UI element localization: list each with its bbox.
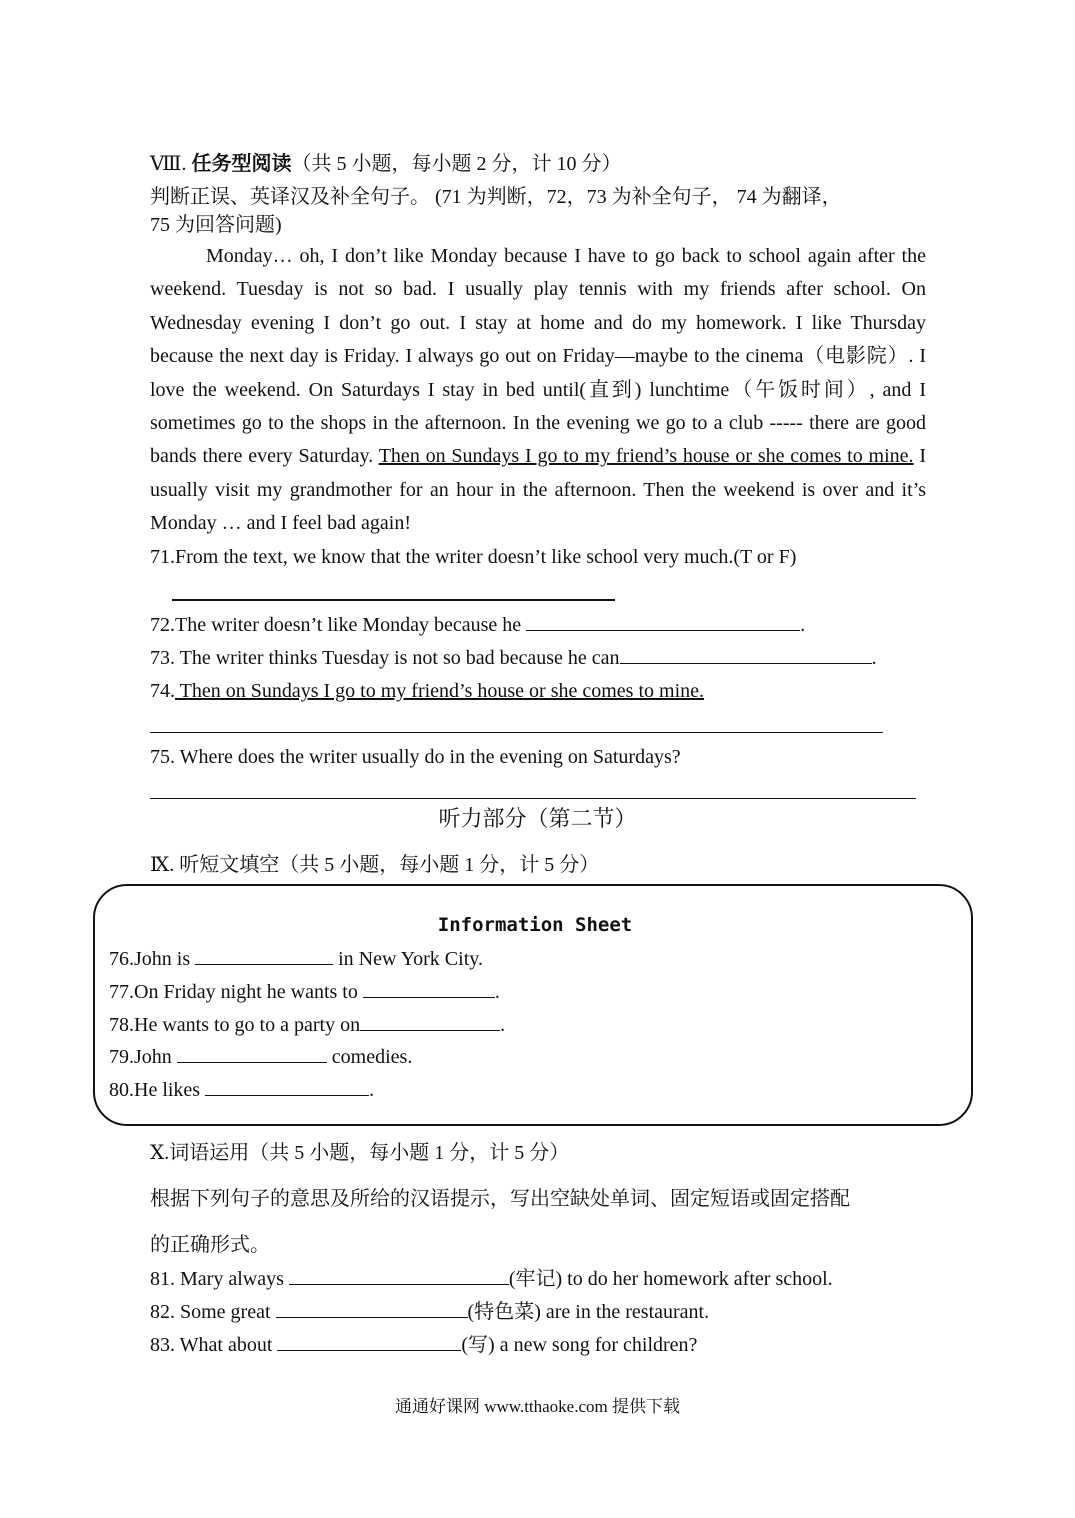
- passage-underlined-sentence: Then on Sundays I go to my friend’s house or she comes to mine.: [378, 445, 914, 468]
- question-80: [109, 1077, 374, 1102]
- answer-line-74[interactable]: [150, 732, 883, 733]
- question-72: [150, 612, 805, 637]
- question-81-text: 81. Mary always: [150, 1268, 289, 1290]
- question-79-tail: comedies.: [326, 1046, 413, 1068]
- question-79: [109, 1044, 412, 1069]
- question-79-text: 79.John: [109, 1046, 172, 1068]
- answer-blank-81[interactable]: [289, 1266, 509, 1285]
- question-81: [150, 1266, 833, 1291]
- question-77-text: 77.On Friday night he wants to: [109, 981, 358, 1003]
- question-76-tail: in New York City.: [333, 948, 483, 970]
- answer-blank-77[interactable]: [363, 979, 495, 998]
- answer-blank-79[interactable]: [177, 1044, 327, 1063]
- question-78-text: 78.He wants to go to a party on: [109, 1014, 361, 1036]
- answer-blank-76[interactable]: [195, 946, 333, 965]
- question-72-period: .: [800, 614, 806, 636]
- section-10-heading: Ⅹ.词语运用（共 5 小题，每小题 1 分，计 5 分）: [150, 1142, 570, 1164]
- section-8-score: （共 5 小题，每小题 2 分，计 10 分）: [291, 153, 622, 175]
- question-81-hint: (牢记) to do her homework after school.: [508, 1268, 833, 1290]
- question-74: [150, 679, 704, 703]
- reading-passage: [150, 240, 926, 541]
- passage-part-2: I usually visit my grandmother for an hour in the afternoon. Then the weekend is over and it’s Monday … and I feel bad again!: [150, 445, 927, 535]
- section-8-number: Ⅷ.: [150, 153, 187, 175]
- question-83-text: 83. What about: [150, 1334, 278, 1356]
- answer-blank-83[interactable]: [277, 1332, 461, 1351]
- answer-blank-72[interactable]: [526, 612, 800, 631]
- question-78-period: .: [500, 1014, 506, 1036]
- question-76-text: 76.John is: [109, 948, 191, 970]
- question-72-text: 72.The writer doesn’t like Monday because he: [150, 614, 522, 636]
- information-sheet-box: [93, 884, 973, 1126]
- question-82: [150, 1299, 709, 1324]
- section-9-heading: Ⅸ. 听短文填空（共 5 小题，每小题 1 分，计 5 分）: [150, 854, 600, 876]
- section-8-instructions-1: 判断正误、英译汉及补全句子。 (71 为判断，72，73 为补全句子， 74 为翻译，: [150, 186, 842, 208]
- question-82-hint: (特色菜) are in the restaurant.: [467, 1301, 710, 1323]
- answer-blank-80[interactable]: [205, 1077, 369, 1096]
- question-83: [150, 1332, 697, 1357]
- page-footer: 通通好课网 www.tthaoke.com 提供下载: [394, 1397, 681, 1416]
- answer-line-71[interactable]: [172, 599, 615, 601]
- question-73-text: 73. The writer thinks Tuesday is not so bad because he can: [150, 647, 620, 669]
- question-74-text: Then on Sundays I go to my friend’s house or she comes to mine.: [175, 680, 705, 702]
- question-77: [109, 979, 500, 1004]
- question-80-period: .: [369, 1079, 375, 1101]
- answer-blank-73[interactable]: [620, 645, 872, 664]
- section-10-instructions-1: 根据下列句子的意思及所给的汉语提示，写出空缺处单词、固定短语或固定搭配: [150, 1188, 850, 1210]
- question-82-text: 82. Some great: [150, 1301, 276, 1323]
- question-71: 71.From the text, we know that the writer doesn’t like school very much.(T or F): [150, 546, 797, 568]
- passage-part-1: Monday… oh, I don’t like Monday because I have to go back to school again after the weekend. Tuesday is not so bad. I usually play tennis with my friends after school. On Wednesday evening I don’t go out. I stay at home and do my homework. I like Thursday because the next day is Friday. I always go out on Friday—maybe to the cinema（电影院）. I love the weekend. On Saturdays I stay in bed until(直到) lunchtime（午饭时间）, and I sometimes go to the shops in the afternoon. In the evening we go to a club ----- there are good bands there every Saturday.: [150, 245, 926, 468]
- question-78: [109, 1012, 505, 1037]
- question-73-period: .: [871, 647, 877, 669]
- question-77-period: .: [494, 981, 500, 1003]
- question-73: [150, 645, 877, 670]
- answer-blank-82[interactable]: [276, 1299, 468, 1318]
- section-10-instructions-2: 的正确形式。: [150, 1234, 270, 1256]
- answer-line-75[interactable]: [150, 798, 916, 799]
- section-8-instructions-2: 75 为回答问题): [150, 214, 282, 236]
- section-8-title: 任务型阅读: [191, 153, 292, 175]
- information-sheet-title: Information Sheet: [437, 914, 633, 936]
- question-83-hint: (写) a new song for children?: [461, 1334, 698, 1356]
- question-80-text: 80.He likes: [109, 1079, 201, 1101]
- question-76: [109, 946, 483, 971]
- listening-part-heading: 听力部分（第二节）: [438, 806, 637, 831]
- question-74-number: 74.: [150, 680, 175, 702]
- section-8-heading: [150, 152, 622, 176]
- question-75: 75. Where does the writer usually do in the evening on Saturdays?: [150, 746, 681, 768]
- answer-blank-78[interactable]: [360, 1012, 500, 1031]
